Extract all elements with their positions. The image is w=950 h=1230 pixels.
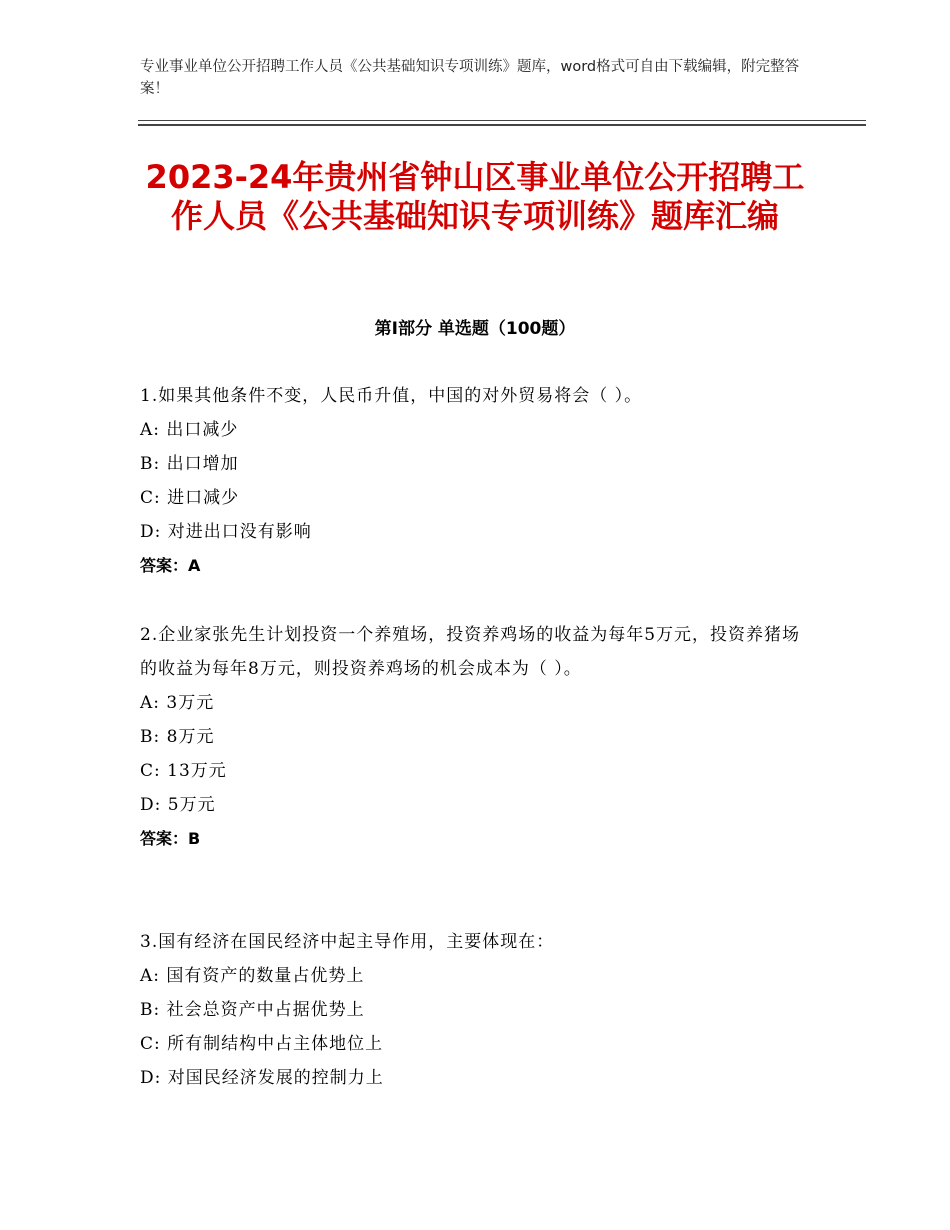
option-a: A: 出口减少: [140, 420, 239, 440]
option-b: B: 出口增加: [140, 454, 239, 474]
option-c: C: 13万元: [140, 761, 227, 781]
option-c: C: 进口减少: [140, 488, 240, 508]
option-d: D: 对进出口没有影响: [140, 522, 312, 542]
document-title: 2023-24年贵州省钟山区事业单位公开招聘工作人员《公共基础知识专项训练》题库汇编: [145, 158, 805, 235]
option-d: D: 5万元: [140, 795, 216, 815]
question-stem: 1.如果其他条件不变，人民币升值，中国的对外贸易将会（ ）。: [140, 386, 643, 406]
option-a: A: 国有资产的数量占优势上: [140, 966, 365, 986]
question-stem: 3.国有经济在国民经济中起主导作用，主要体现在：: [140, 932, 555, 952]
option-b: B: 社会总资产中占据优势上: [140, 1000, 365, 1020]
section-title: 第Ⅰ部分 单选题（100题）: [374, 319, 576, 339]
header-note: 专业事业单位公开招聘工作人员《公共基础知识专项训练》题库，word格式可自由下载编辑，附完整答案！: [140, 59, 800, 97]
option-c: C: 所有制结构中占主体地位上: [140, 1034, 384, 1054]
question-2: [140, 618, 810, 856]
question-stem: 2.企业家张先生计划投资一个养殖场，投资养鸡场的收益为每年5万元，投资养猪场的收益为每年8万元，则投资养鸡场的机会成本为（ ）。: [140, 625, 801, 679]
header-divider: [138, 120, 866, 121]
option-d: D: 对国民经济发展的控制力上: [140, 1068, 384, 1088]
question-3: [140, 925, 810, 1095]
answer: 答案：A: [140, 556, 201, 575]
option-a: A: 3万元: [140, 693, 215, 713]
option-b: B: 8万元: [140, 727, 215, 747]
question-1: [140, 379, 810, 583]
answer: 答案：B: [140, 829, 201, 848]
header-divider-thick: [138, 124, 866, 126]
